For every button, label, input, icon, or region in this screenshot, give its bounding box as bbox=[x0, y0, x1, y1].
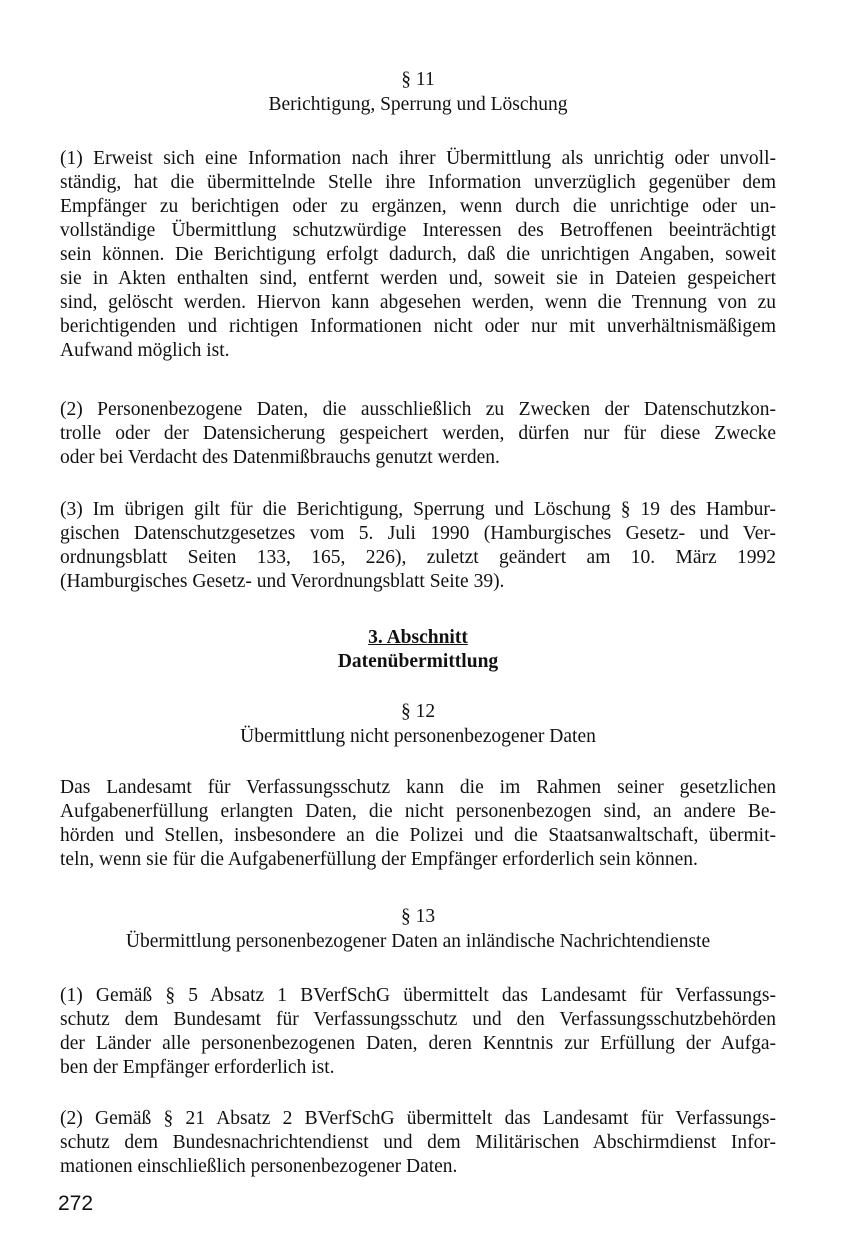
text-line: teln, wenn sie für die Aufgabenerfüllung der Empfänger erforderlich sein können. bbox=[60, 849, 698, 870]
text-line: mationen einschließlich personenbezogener Daten. bbox=[60, 1156, 458, 1177]
text-line: sein können. Die Berichtigung erfolgt dadurch, daß die unrichtigen Angaben, soweit bbox=[60, 244, 776, 265]
text-line: sie in Akten enthalten sind, entfernt werden und, soweit sie in Dateien gespeichert bbox=[60, 268, 776, 289]
text-line: Aufwand möglich ist. bbox=[60, 340, 230, 361]
section-12-title: Übermittlung nicht personenbezogener Daten bbox=[240, 726, 596, 747]
section-11-number: § 11 bbox=[401, 69, 435, 90]
section-13-title: Übermittlung personenbezogener Daten an inländische Nachrichtendienste bbox=[125, 931, 711, 952]
chapter-title: Datenübermittlung bbox=[337, 651, 499, 672]
text-line: trolle oder der Datensicherung gespeichert werden, dürfen nur für diese Zwecke bbox=[60, 423, 776, 444]
chapter-label: 3. Abschnitt bbox=[368, 627, 468, 648]
text-line: schutz dem Bundesnachrichtendienst und dem Militärischen Abschirmdienst Infor- bbox=[60, 1132, 776, 1153]
text-line: ständig, hat die übermittelnde Stelle ihre Information unverzüglich gegenüber dem bbox=[60, 172, 776, 193]
text-line: (2) Gemäß § 21 Absatz 2 BVerfSchG übermittelt das Landesamt für Verfassungs- bbox=[60, 1108, 776, 1129]
text-line: ordnungsblatt Seiten 133, 165, 226), zuletzt geändert am 10. März 1992 bbox=[60, 547, 776, 568]
text-line: der Länder alle personenbezogenen Daten, deren Kenntnis zur Erfüllung der Aufga- bbox=[60, 1033, 776, 1054]
text-line: schutz dem Bundesamt für Verfassungsschutz und den Verfassungsschutzbehörden bbox=[60, 1009, 776, 1030]
text-line: Aufgabenerfüllung erlangten Daten, die nicht personenbezogen sind, an andere Be- bbox=[60, 801, 776, 822]
text-line: gischen Datenschutzgesetzes vom 5. Juli 1990 (Hamburgisches Gesetz- und Ver- bbox=[60, 523, 776, 544]
text-line: (Hamburgisches Gesetz- und Verordnungsblatt Seite 39). bbox=[60, 571, 505, 592]
section-11-title: Berichtigung, Sperrung und Löschung bbox=[268, 94, 568, 115]
text-line: sind, gelöscht werden. Hiervon kann abgesehen werden, wenn die Trennung von zu bbox=[60, 292, 776, 313]
text-line: (2) Personenbezogene Daten, die ausschließlich zu Zwecken der Datenschutzkon- bbox=[60, 399, 776, 420]
text-line: ben der Empfänger erforderlich ist. bbox=[60, 1057, 335, 1078]
text-line: (1) Gemäß § 5 Absatz 1 BVerfSchG übermittelt das Landesamt für Verfassungs- bbox=[60, 985, 776, 1006]
page-number: 272 bbox=[58, 1192, 94, 1215]
text-line: hörden und Stellen, insbesondere an die Polizei und die Staatsanwaltschaft, übermit- bbox=[60, 825, 776, 846]
text-line: oder bei Verdacht des Datenmißbrauchs genutzt werden. bbox=[60, 447, 500, 468]
text-line: (3) Im übrigen gilt für die Berichtigung, Sperrung und Löschung § 19 des Hambur- bbox=[60, 499, 776, 520]
section-12-number: § 12 bbox=[400, 701, 436, 722]
section-13-number: § 13 bbox=[400, 906, 436, 927]
text-line: (1) Erweist sich eine Information nach ihrer Übermittlung als unrichtig oder unvoll- bbox=[60, 148, 776, 169]
text-line: vollständige Übermittlung schutzwürdige Interessen des Betroffenen beeinträchtigt bbox=[60, 220, 776, 241]
text-line: Das Landesamt für Verfassungsschutz kann die im Rahmen seiner gesetzlichen bbox=[60, 777, 776, 798]
text-line: berichtigenden und richtigen Informationen nicht oder nur mit unverhältnismäßigem bbox=[60, 316, 776, 337]
text-line: Empfänger zu berichtigen oder zu ergänzen, wenn durch die unrichtige oder un- bbox=[60, 196, 776, 217]
